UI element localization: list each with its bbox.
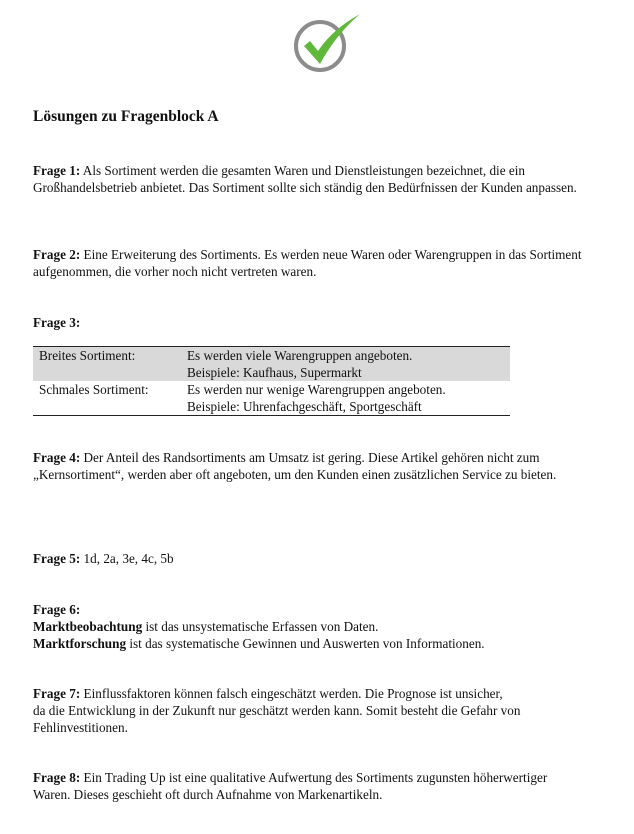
answer-8-label: Frage 8: xyxy=(33,770,81,785)
answer-6-label: Frage 6: xyxy=(33,602,81,617)
answer-8 xyxy=(33,769,553,803)
answer-6-line-2 xyxy=(33,635,601,652)
answer-5-label: Frage 5: xyxy=(33,551,81,566)
answer-6-text-1: ist das unsystematische Erfassen von Daten. xyxy=(142,619,379,634)
answer-3-label: Frage 3: xyxy=(33,315,81,330)
table-row-line: Es werden nur wenige Warengruppen angeboten. xyxy=(187,382,446,397)
table-row-label: Schmales Sortiment: xyxy=(33,381,181,416)
answer-1-text: Als Sortiment werden die gesamten Waren und Dienstleistungen bezeichnet, die ein Großhandelsbetrieb anbietet. Das Sortiment sollte sich ständig den Bedürfnissen der Kunden anpassen. xyxy=(33,163,577,195)
answer-7-text-1: Einflussfaktoren können falsch eingeschätzt werden. Die Prognose ist unsicher, xyxy=(80,686,503,701)
table-row-line: Beispiele: Kaufhaus, Supermarkt xyxy=(187,365,362,380)
table-row-value xyxy=(181,347,510,382)
answer-7 xyxy=(33,685,593,736)
table-row-line: Beispiele: Uhrenfachgeschäft, Sportgeschäft xyxy=(187,399,422,414)
answer-5-text: 1d, 2a, 3e, 4c, 5b xyxy=(80,551,174,566)
check-mark-icon xyxy=(290,12,362,76)
answer-6 xyxy=(33,601,601,652)
answer-4-text: Der Anteil des Randsortiments am Umsatz ist gering. Diese Artikel gehören nicht zum „Kernsortiment“, werden aber oft angeboten, um den Kunden einen zusätzlichen Service zu bieten. xyxy=(33,450,557,482)
answer-6-term-1: Marktbeobachtung xyxy=(33,619,143,634)
answer-2-text: Eine Erweiterung des Sortiments. Es werden neue Waren oder Warengruppen in das Sortiment aufgenommen, die vorher noch nicht vertreten waren. xyxy=(33,247,582,279)
answer-6-term-2: Marktforschung xyxy=(33,636,127,651)
answer-5 xyxy=(33,550,601,567)
answer-4 xyxy=(33,449,601,483)
answer-7-label: Frage 7: xyxy=(33,686,81,701)
assortment-table xyxy=(33,346,510,416)
answer-7-text-2: da die Entwicklung in der Zukunft nur geschätzt werden kann. Somit besteht die Gefahr von Fehlinvestitionen. xyxy=(33,703,521,735)
answer-8-text: Ein Trading Up ist eine qualitative Aufwertung des Sortiments zugunsten höherwertiger Waren. Dieses geschieht oft durch Aufnahme von Markenartikeln. xyxy=(33,770,548,802)
table-row-label: Breites Sortiment: xyxy=(33,347,181,382)
answer-3 xyxy=(33,314,601,331)
answer-6-text-2: ist das systematische Gewinnen und Auswerten von Informationen. xyxy=(126,636,485,651)
table-row-value xyxy=(181,381,510,416)
table-row xyxy=(33,347,510,382)
answer-2 xyxy=(33,246,601,280)
page-title: Lösungen zu Fragenblock A xyxy=(33,108,219,125)
table-row xyxy=(33,381,510,416)
answer-2-label: Frage 2: xyxy=(33,247,81,262)
answer-4-label: Frage 4: xyxy=(33,450,81,465)
answer-6-line-1 xyxy=(33,618,601,635)
answer-1-label: Frage 1: xyxy=(33,163,81,178)
table-row-line: Es werden viele Warengruppen angeboten. xyxy=(187,348,413,363)
answer-1 xyxy=(33,162,601,196)
answer-7-line-1 xyxy=(33,685,593,702)
